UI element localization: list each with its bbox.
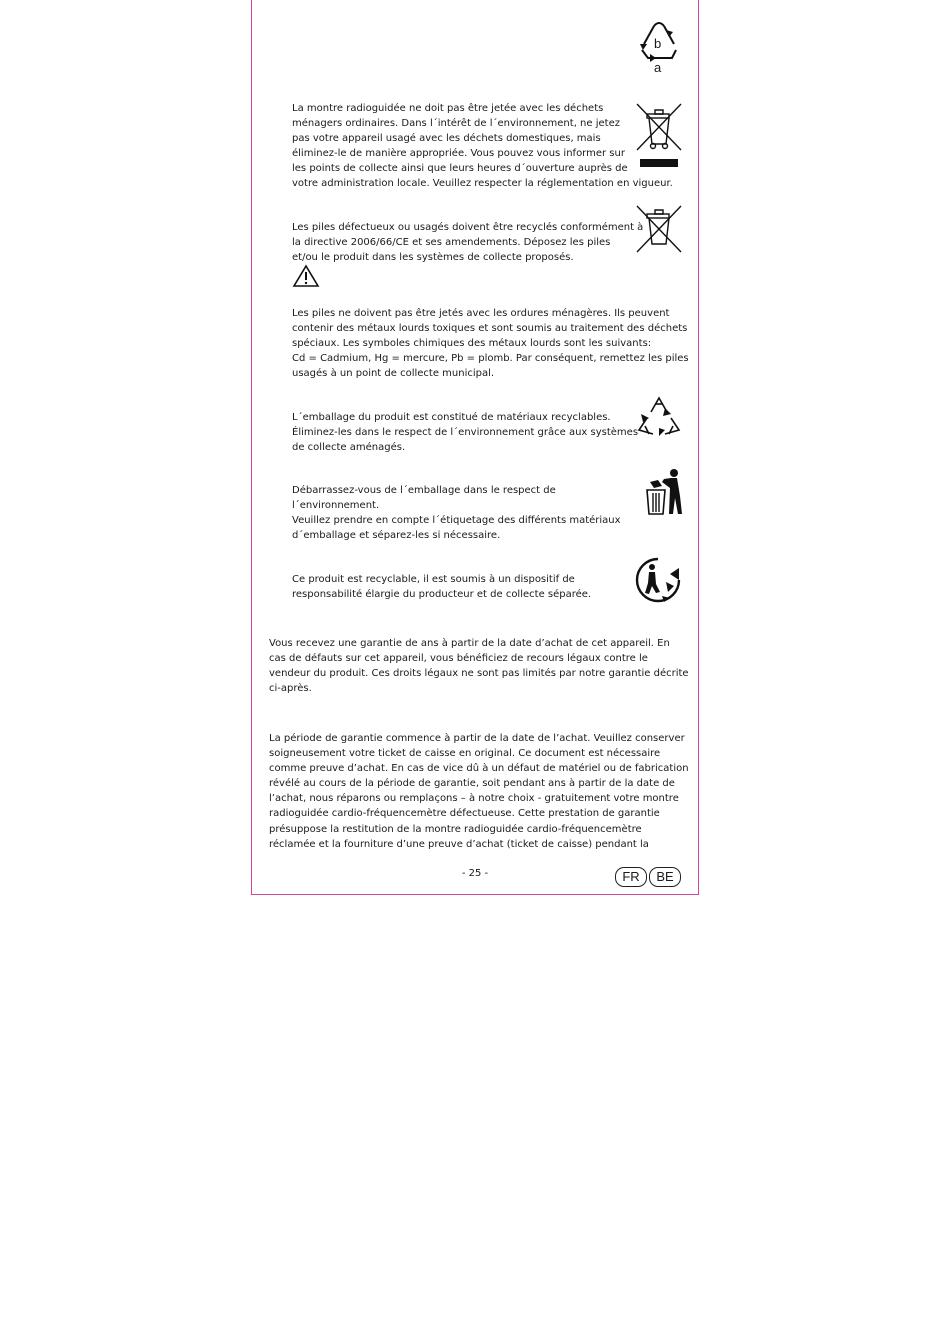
- text-line: La montre radioguidée ne doit pas être jetée avec les déchets: [292, 103, 604, 114]
- text-line: radioguidée cardio-fréquencemètre défectueuse. Cette prestation de garantie: [269, 808, 660, 820]
- text-line: Vous recevez une garantie de ans à partir de la date d’achat de cet appareil. En: [269, 638, 670, 649]
- text-line: contenir des métaux lourds toxiques et sont soumis au traitement des déchets: [292, 323, 688, 335]
- battery-recycle-paragraph: [292, 220, 643, 265]
- text-line: Débarrassez-vous de l´emballage dans le respect de: [292, 485, 556, 496]
- warning-triangle-icon: [292, 264, 320, 288]
- triman-paragraph: [292, 572, 591, 602]
- text-line: l’achat, nous réparons ou remplaçons – à notre choix - gratuitement votre montre: [269, 793, 679, 805]
- text-line: cas de défauts sur cet appareil, vous bénéficiez de recours légaux contre le: [269, 653, 648, 665]
- recycle-arrows-icon: [635, 394, 683, 442]
- text-line: Veuillez prendre en compte l´étiquetage des différents matériaux: [292, 515, 621, 527]
- text-line: ménagers ordinaires. Dans l´intérêt de l´environnement, ne jetez: [292, 118, 620, 130]
- text-line: spéciaux. Les symboles chimiques des métaux lourds sont les suivants:: [292, 338, 652, 350]
- warranty-intro-paragraph: [269, 636, 689, 696]
- packaging-paragraph: [292, 410, 638, 455]
- text-line: votre administration locale. Veuillez respecter la réglementation en vigueur.: [292, 178, 673, 190]
- text-line: éliminez-le de manière appropriée. Vous pouvez vous informer sur: [292, 148, 625, 160]
- crossed-bin-battery-icon: [635, 204, 683, 254]
- language-badge-be: BE: [649, 867, 681, 887]
- text-line: Éliminez-les dans le respect de l´environnement grâce aux systèmes: [292, 427, 639, 439]
- crossed-bin-icon: [635, 102, 683, 172]
- text-line: de collecte aménagés.: [292, 442, 406, 454]
- text-line: présuppose la restitution de la montre radioguidée cardio-fréquencemètre: [269, 823, 642, 835]
- battery-warning-paragraph: [292, 306, 689, 381]
- text-line: réclamée et la fourniture d’une preuve d’achat (ticket de caisse) pendant la: [269, 838, 649, 850]
- text-line: ci-après.: [269, 683, 312, 695]
- recycling-code-top: b: [654, 36, 662, 51]
- text-line: usagés à un point de collecte municipal.: [292, 368, 495, 380]
- recycling-code-bottom: a: [654, 60, 662, 75]
- text-line: L´emballage du produit est constitué de matériaux recyclables.: [292, 412, 611, 423]
- text-line: Cd = Cadmium, Hg = mercure, Pb = plomb. Par conséquent, remettez les piles: [292, 353, 689, 365]
- text-line: La période de garantie commence à partir de la date de l’achat. Veuillez conserver: [269, 733, 685, 744]
- text-line: vendeur du produit. Ces droits légaux ne sont pas limités par notre garantie décrite: [269, 668, 689, 680]
- text-line: Les piles ne doivent pas être jetés avec les ordures ménagères. Ils peuvent: [292, 308, 670, 319]
- language-badge-fr: FR: [615, 867, 647, 887]
- text-line: Les piles défectueux ou usagés doivent être recyclés conformément à: [292, 222, 644, 233]
- text-line: responsabilité élargie du producteur et de collecte séparée.: [292, 589, 592, 601]
- text-line: pas votre appareil usagé avec les déchets domestiques, mais: [292, 133, 601, 145]
- text-line: Ce produit est recyclable, il est soumis à un dispositif de: [292, 574, 575, 585]
- text-line: comme preuve d’achat. En cas de vice dû à un défaut de matériel ou de fabrication: [269, 763, 689, 775]
- disposal-paragraph: [292, 483, 621, 543]
- manual-page: [251, 0, 699, 895]
- text-line: et/ou le produit dans les systèmes de collecte proposés.: [292, 252, 574, 264]
- tidy-man-icon: [644, 468, 684, 516]
- text-line: la directive 2006/66/CE et ses amendements. Déposez les piles: [292, 237, 611, 249]
- text-line: l´environnement.: [292, 500, 380, 512]
- text-line: d´emballage et séparez-les si nécessaire.: [292, 530, 501, 542]
- recycling-code-icon: [636, 20, 682, 76]
- weee-paragraph: [292, 101, 673, 192]
- warranty-period-paragraph: [269, 731, 689, 852]
- text-line: révélé au cours de la période de garantie, soit pendant ans à partir de la date de: [269, 778, 675, 790]
- page-number: - 25 -: [461, 868, 489, 879]
- text-line: soigneusement votre ticket de caisse en original. Ce document est nécessaire: [269, 748, 661, 760]
- triman-icon: [634, 556, 682, 604]
- text-line: les points de collecte ainsi que leurs heures d´ouverture auprès de: [292, 163, 628, 175]
